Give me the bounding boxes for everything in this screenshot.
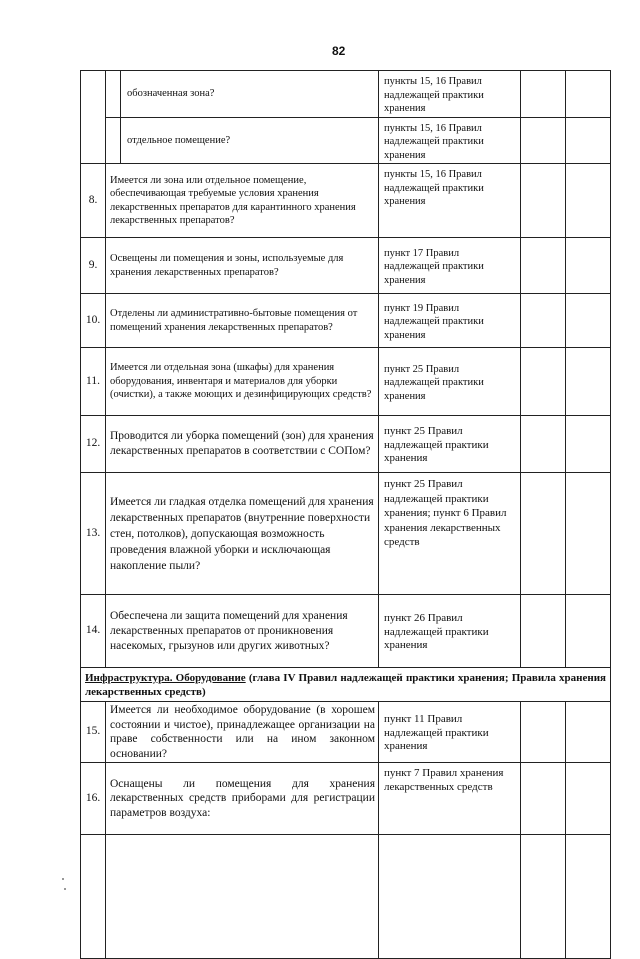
- answer-cell-2[interactable]: [566, 702, 611, 763]
- section-title: [81, 668, 611, 702]
- question-cell: обозначенная зона?: [121, 71, 379, 118]
- question-cell: Обеспечена ли защита помещений для хранения лекарственных препаратов от проникновения насекомых, грызунов или других животных?: [106, 595, 379, 668]
- checklist-table: [80, 70, 611, 959]
- answer-cell-2[interactable]: [566, 294, 611, 348]
- question-cell: Имеется ли отдельная зона (шкафы) для хранения оборудования, инвентаря и материалов для уборки (очистки), а также моющих и дезинфицирующих средств?: [106, 348, 379, 416]
- table-row-10: [81, 294, 611, 348]
- row-number: 15.: [81, 702, 106, 763]
- reference-cell: пункт 19 Правил надлежащей практики хранения: [379, 294, 521, 348]
- question-cell: [106, 835, 379, 959]
- indent-cell: [106, 71, 121, 118]
- scan-speck: [64, 888, 66, 890]
- answer-cell-1[interactable]: [521, 595, 566, 668]
- page-number: 82: [332, 44, 346, 58]
- answer-cell-1[interactable]: [521, 702, 566, 763]
- answer-cell-2[interactable]: [566, 71, 611, 118]
- reference-cell: пункт 7 Правил хранения лекарственных средств: [379, 763, 521, 835]
- question-cell: отдельное помещение?: [121, 117, 379, 164]
- answer-cell-2[interactable]: [566, 117, 611, 164]
- reference-cell: пункты 15, 16 Правил надлежащей практики хранения: [379, 71, 521, 118]
- table-row-14: [81, 595, 611, 668]
- question-cell: Оснащены ли помещения для хранения лекарственных средств приборами для регистрации параметров воздуха:: [106, 763, 379, 835]
- answer-cell-2[interactable]: [566, 473, 611, 595]
- answer-cell-2[interactable]: [566, 238, 611, 294]
- row-number-cell: [81, 71, 106, 164]
- table-row-11: [81, 348, 611, 416]
- row-number: 11.: [81, 348, 106, 416]
- table-row-8: [81, 164, 611, 238]
- answer-cell-2[interactable]: [566, 595, 611, 668]
- row-number: 14.: [81, 595, 106, 668]
- answer-cell-1[interactable]: [521, 763, 566, 835]
- section-title-rest: (глава IV Правил надлежащей практики хранения; Правила хранения лекарственных средств): [85, 671, 606, 698]
- answer-cell-1[interactable]: [521, 416, 566, 473]
- question-cell: Имеется ли зона или отдельное помещение, обеспечивающая требуемые условия хранения лекарственных препаратов для карантинного хранения лекарственных препаратов?: [106, 164, 379, 238]
- reference-cell: пункты 15, 16 Правил надлежащей практики хранения: [379, 164, 521, 238]
- table-row-13: [81, 473, 611, 595]
- section-title-underlined: Инфраструктура. Оборудование: [85, 671, 246, 684]
- row-number: 13.: [81, 473, 106, 595]
- table-row-12: [81, 416, 611, 473]
- answer-cell-2[interactable]: [566, 835, 611, 959]
- question-cell: Проводится ли уборка помещений (зон) для хранения лекарственных препаратов в соответствии с СОПом?: [106, 416, 379, 473]
- answer-cell-2[interactable]: [566, 348, 611, 416]
- answer-cell-1[interactable]: [521, 835, 566, 959]
- table-row-sub-a: [81, 71, 611, 118]
- table-row-15: [81, 702, 611, 763]
- reference-cell: пункт 25 Правил надлежащей практики хранения; пункт 6 Правил хранения лекарственных средств: [379, 473, 521, 595]
- reference-cell: пункт 11 Правил надлежащей практики хранения: [379, 702, 521, 763]
- section-header-row: [81, 668, 611, 702]
- table-row-sub-b: [81, 117, 611, 164]
- table-row-9: [81, 238, 611, 294]
- scan-speck: [62, 878, 64, 880]
- row-number: 12.: [81, 416, 106, 473]
- row-number: 9.: [81, 238, 106, 294]
- table-row-empty: [81, 835, 611, 959]
- reference-cell: пункт 26 Правил надлежащей практики хранения: [379, 595, 521, 668]
- question-cell: Освещены ли помещения и зоны, используемые для хранения лекарственных препаратов?: [106, 238, 379, 294]
- question-cell: Отделены ли административно-бытовые помещения от помещений хранения лекарственных препаратов?: [106, 294, 379, 348]
- reference-cell: пункт 25 Правил надлежащей практики хранения: [379, 416, 521, 473]
- row-number: 16.: [81, 763, 106, 835]
- answer-cell-2[interactable]: [566, 416, 611, 473]
- answer-cell-1[interactable]: [521, 294, 566, 348]
- row-number: 8.: [81, 164, 106, 238]
- answer-cell-1[interactable]: [521, 473, 566, 595]
- answer-cell-1[interactable]: [521, 348, 566, 416]
- reference-cell: пункты 15, 16 Правил надлежащей практики хранения: [379, 117, 521, 164]
- row-number-cell: [81, 835, 106, 959]
- question-cell: Имеется ли необходимое оборудование (в хорошем состоянии и чистое), принадлежащее организации на праве собственности или на ином законном основании?: [106, 702, 379, 763]
- reference-cell: пункт 17 Правил надлежащей практики хранения: [379, 238, 521, 294]
- answer-cell-1[interactable]: [521, 164, 566, 238]
- table-row-16: [81, 763, 611, 835]
- answer-cell-1[interactable]: [521, 117, 566, 164]
- indent-cell: [106, 117, 121, 164]
- answer-cell-2[interactable]: [566, 164, 611, 238]
- reference-cell: [379, 835, 521, 959]
- answer-cell-2[interactable]: [566, 763, 611, 835]
- row-number: 10.: [81, 294, 106, 348]
- answer-cell-1[interactable]: [521, 238, 566, 294]
- reference-cell: пункт 25 Правил надлежащей практики хранения: [379, 348, 521, 416]
- question-cell: Имеется ли гладкая отделка помещений для хранения лекарственных препаратов (внутренние поверхности стен, потолков), допускающая возможность проведения влажной уборки и исключающая накопление пыли?: [106, 473, 379, 595]
- answer-cell-1[interactable]: [521, 71, 566, 118]
